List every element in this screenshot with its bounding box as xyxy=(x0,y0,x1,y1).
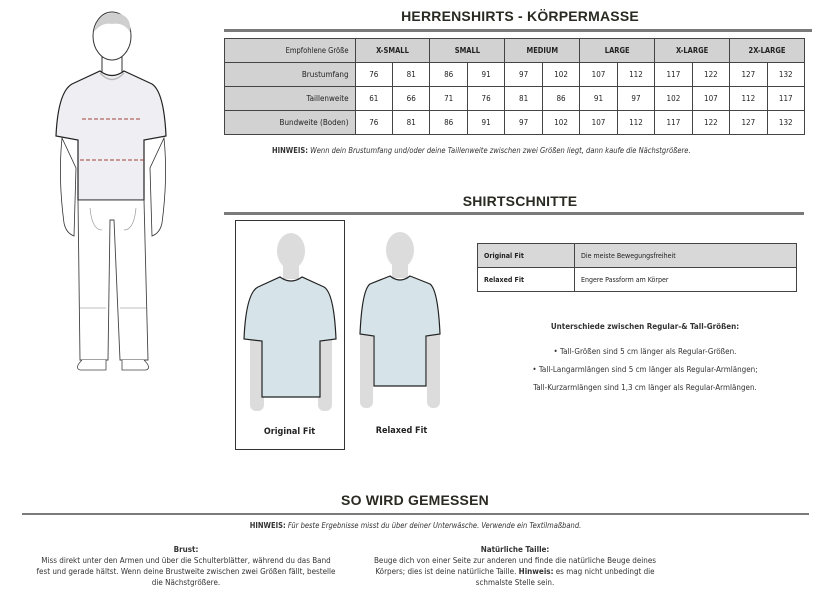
row-label: Bundweite (Boden) xyxy=(225,111,356,135)
shirt-original-fit-icon xyxy=(236,221,343,411)
size-xs: X-SMALL xyxy=(355,39,430,63)
chest-text: Miss direkt unter den Armen und über die Schulterblätter, während du das Band fest und gerade hältst. Wenn deine Brustweite zwischen zwei Größen fällt, bestelle die Nächstgrößere. xyxy=(36,556,336,587)
fit-label: Relaxed Fit xyxy=(375,426,428,436)
chest-instructions xyxy=(36,544,336,588)
list-item: • Tall-Größen sind 5 cm länger als Regular-Größen. xyxy=(553,347,737,356)
note-text: Wenn dein Brustumfang und/oder deine Taillenweite zwischen zwei Größen liegt, dann kaufe die Nächstgrößere. xyxy=(310,146,691,155)
cell: 91 xyxy=(467,111,504,135)
fit-figure-relaxed[interactable] xyxy=(348,220,458,450)
cell: 117 xyxy=(655,63,692,87)
table-row xyxy=(478,268,797,292)
cell: 127 xyxy=(730,111,767,135)
fit-table xyxy=(477,243,797,292)
row-label: Taillenweite xyxy=(225,87,356,111)
cell: 107 xyxy=(580,111,617,135)
cell: 97 xyxy=(617,87,654,111)
measure-note xyxy=(0,521,831,530)
cell: 91 xyxy=(467,63,504,87)
cell: 102 xyxy=(542,111,579,135)
cell: 112 xyxy=(617,63,654,87)
section-divider xyxy=(22,513,809,515)
cell: 122 xyxy=(692,111,729,135)
fit-desc: Engere Passform am Körper xyxy=(575,268,797,292)
cell: 76 xyxy=(355,111,392,135)
size-table xyxy=(224,38,805,135)
table-row-hip xyxy=(225,111,805,135)
table-row xyxy=(478,244,797,268)
cell: 102 xyxy=(542,63,579,87)
cell: 127 xyxy=(730,63,767,87)
cell: 132 xyxy=(767,111,804,135)
section-divider xyxy=(224,212,804,215)
chest-heading: Brust: xyxy=(173,545,199,554)
size-m: MEDIUM xyxy=(505,39,580,63)
size-l: LARGE xyxy=(580,39,655,63)
regular-tall-differences xyxy=(480,322,810,397)
cell: 76 xyxy=(355,63,392,87)
list-item: • Tall-Langarmlängen sind 5 cm länger als Regular-Armlängen; xyxy=(532,365,758,374)
note-text: Für beste Ergebnisse misst du über deiner Unterwäsche. Verwende ein Textilmaßband. xyxy=(287,521,582,530)
row-label: Brustumfang xyxy=(225,63,356,87)
cell: 112 xyxy=(617,111,654,135)
cell: 71 xyxy=(430,87,467,111)
size-2xl: 2X-LARGE xyxy=(730,39,805,63)
section-divider xyxy=(224,29,812,32)
size-xl: X-LARGE xyxy=(655,39,730,63)
cell: 107 xyxy=(692,87,729,111)
cell: 81 xyxy=(505,87,542,111)
cell: 81 xyxy=(393,111,430,135)
fits-title: SHIRTSCHNITTE xyxy=(462,193,578,209)
measure-title: SO WIRD GEMESSEN xyxy=(341,492,489,508)
fit-desc: Die meiste Bewegungsfreiheit xyxy=(575,244,797,268)
waist-instructions xyxy=(365,544,665,588)
cell: 117 xyxy=(655,111,692,135)
waist-text: Beuge dich von einer Seite zur anderen und finde die natürliche Beuge deines Körpers; dies ist deine natürliche Taille. Hinweis: es mag nicht unbedingt die schmalste Stelle sein. xyxy=(373,556,657,587)
waist-heading: Natürliche Taille: xyxy=(480,545,550,554)
body-chart-title: HERRENSHIRTS - KÖRPERMASSE xyxy=(401,8,639,24)
cell: 66 xyxy=(393,87,430,111)
cell: 86 xyxy=(430,111,467,135)
size-header-row xyxy=(225,39,805,63)
note-label: HINWEIS: xyxy=(272,146,308,155)
fit-name: Relaxed Fit xyxy=(478,268,575,292)
cell: 107 xyxy=(580,63,617,87)
note-label: HINWEIS: xyxy=(249,521,286,530)
shirt-relaxed-fit-icon xyxy=(348,220,455,410)
body-measurement-illustration xyxy=(40,8,190,378)
cell: 122 xyxy=(692,63,729,87)
cell: 86 xyxy=(542,87,579,111)
cell: 102 xyxy=(655,87,692,111)
table-row-chest xyxy=(225,63,805,87)
cell: 81 xyxy=(393,63,430,87)
fit-name: Original Fit xyxy=(478,244,575,268)
header-label: Empfohlene Größe xyxy=(225,39,356,63)
diff-heading: Unterschiede zwischen Regular-& Tall-Größen: xyxy=(550,322,740,331)
cell: 117 xyxy=(767,87,804,111)
cell: 112 xyxy=(730,87,767,111)
cell: 76 xyxy=(467,87,504,111)
body-chart-note xyxy=(272,146,792,155)
cell: 86 xyxy=(430,63,467,87)
cell: 132 xyxy=(767,63,804,87)
fit-label: Original Fit xyxy=(263,427,316,437)
cell: 61 xyxy=(355,87,392,111)
cell: 91 xyxy=(580,87,617,111)
cell: 97 xyxy=(505,111,542,135)
list-item-continuation: Tall-Kurzarmlängen sind 1,3 cm länger als Regular-Armlängen. xyxy=(533,383,757,392)
cell: 97 xyxy=(505,63,542,87)
size-s: SMALL xyxy=(430,39,505,63)
table-row-waist xyxy=(225,87,805,111)
fit-figure-original[interactable] xyxy=(235,220,345,450)
